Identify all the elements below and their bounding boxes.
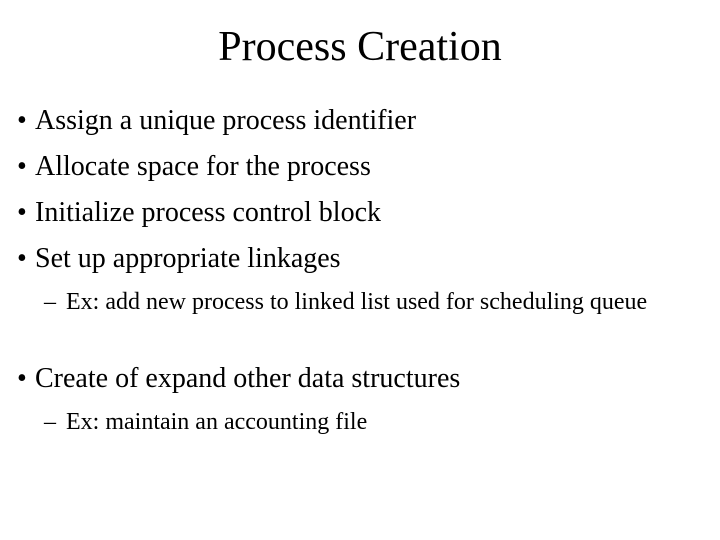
bullet-text: Assign a unique process identifier bbox=[35, 105, 417, 136]
slide-title: Process Creation bbox=[218, 24, 502, 70]
sub-bullet-text: Ex: add new process to linked list used for scheduling queue bbox=[66, 289, 648, 315]
bullet-marker: • bbox=[17, 105, 27, 136]
sub-bullet-marker: – bbox=[44, 289, 56, 315]
sub-bullet-marker: – bbox=[44, 409, 56, 435]
bullet-text: Create of expand other data structures bbox=[35, 363, 461, 394]
bullet-text: Initialize process control block bbox=[35, 197, 381, 228]
bullet-marker: • bbox=[17, 151, 27, 182]
sub-bullet-item bbox=[44, 406, 684, 438]
bullet-text: Allocate space for the process bbox=[35, 151, 371, 182]
bullet-marker: • bbox=[17, 363, 27, 394]
bullet-text: Set up appropriate linkages bbox=[35, 243, 341, 274]
sub-bullet-text: Ex: maintain an accounting file bbox=[66, 409, 368, 435]
sub-bullet-item bbox=[44, 286, 684, 318]
bullet-marker: • bbox=[17, 243, 27, 274]
bullet-marker: • bbox=[17, 197, 27, 228]
